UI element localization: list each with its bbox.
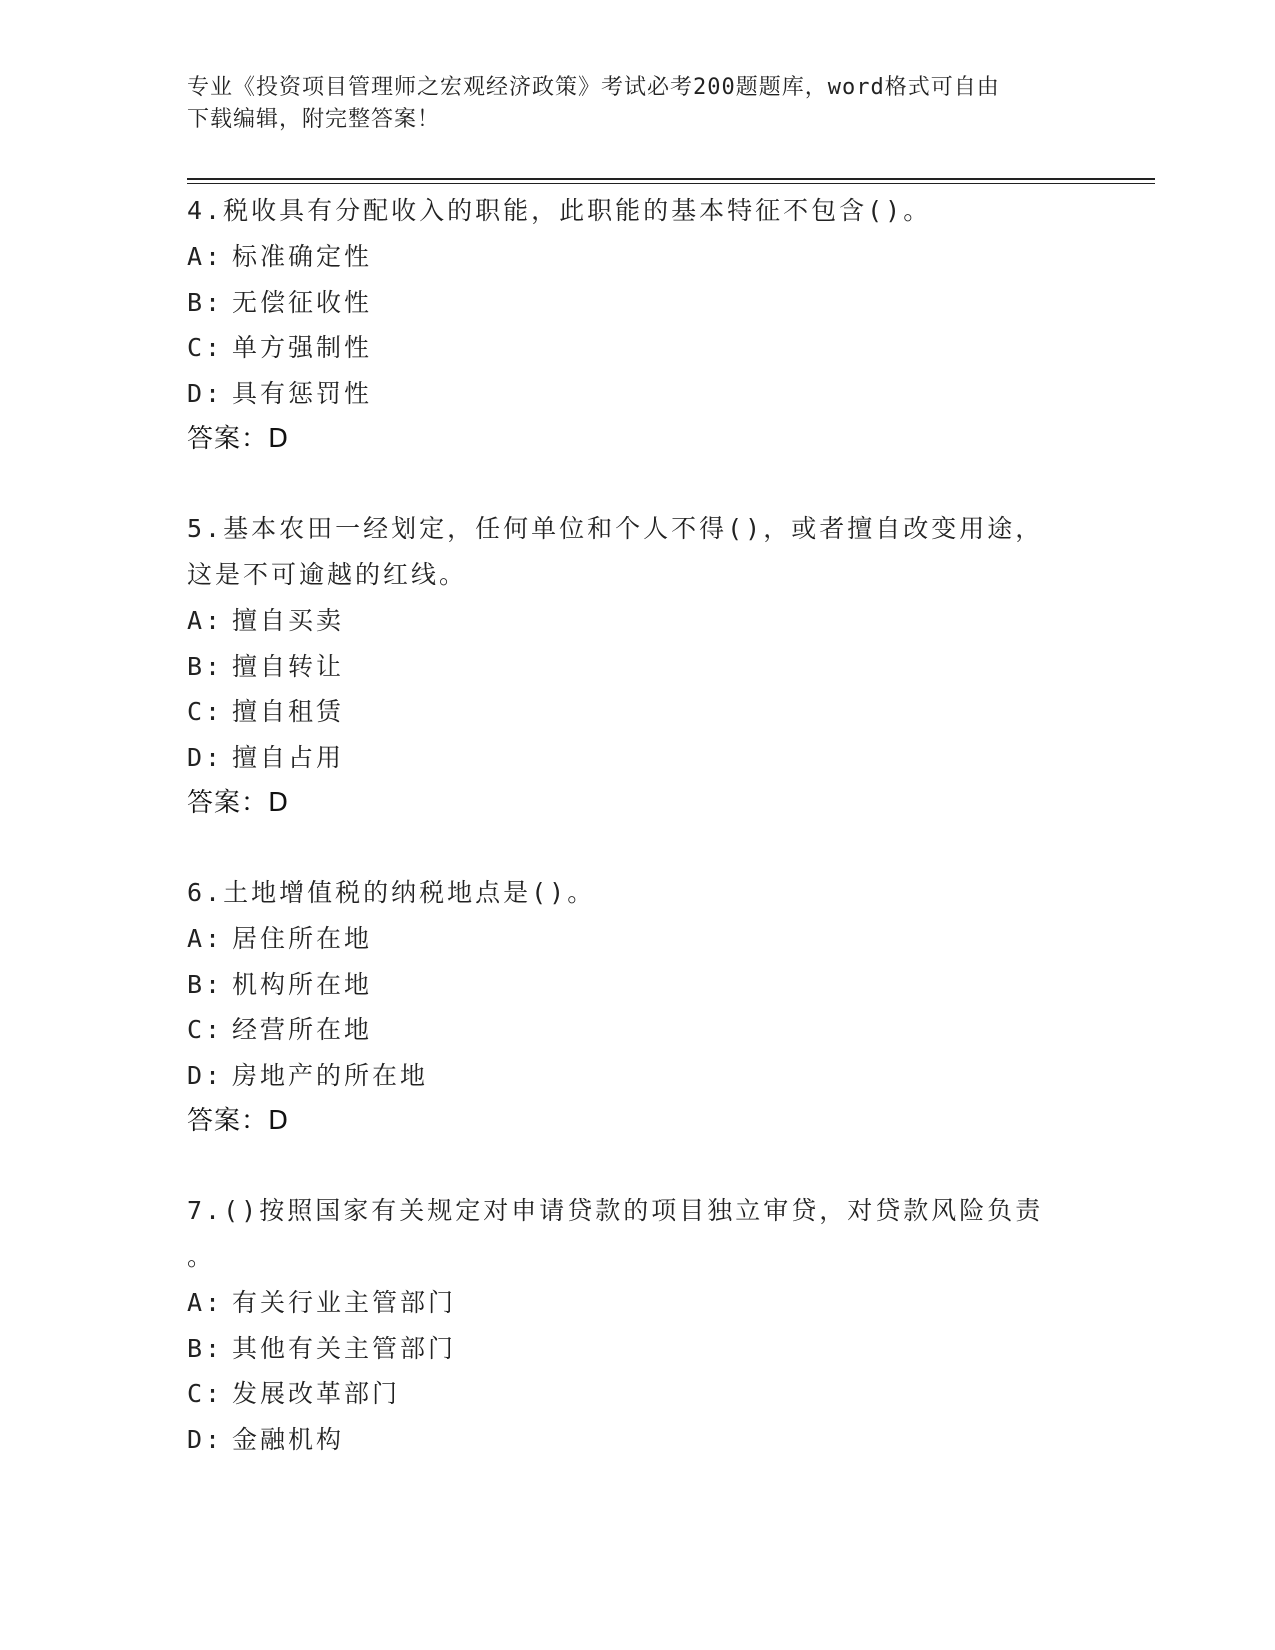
option-letter: C:: [187, 1379, 224, 1408]
question-text-continued: 这是不可逾越的红线。: [187, 560, 468, 589]
question-text: [187, 1188, 1067, 1234]
option-letter: C:: [187, 333, 224, 362]
header-line-1: 专业《投资项目管理师之宏观经济政策》考试必考200题题库，word格式可自由: [187, 75, 1000, 100]
question-6: [187, 870, 1067, 1144]
question-spacer: [187, 462, 1067, 506]
option-c: [187, 1371, 1067, 1417]
question-number: 7.: [187, 1196, 224, 1225]
option-letter: A:: [187, 1288, 224, 1317]
question-line: ()按照国家有关规定对申请贷款的项目独立审贷，对贷款风险负责: [223, 1196, 1044, 1225]
option-text: 有关行业主管部门: [232, 1288, 457, 1317]
option-d: [187, 1053, 1067, 1099]
option-a: [187, 234, 1067, 280]
option-letter: A:: [187, 924, 224, 953]
option-b: [187, 644, 1067, 690]
option-text: 擅自租赁: [232, 697, 345, 726]
option-letter: B:: [187, 651, 224, 681]
option-text: 无偿征收性: [232, 287, 373, 317]
question-list: [187, 188, 1067, 1462]
option-letter: D:: [187, 1424, 224, 1454]
question-text: [187, 870, 1067, 916]
option-letter: B:: [187, 287, 224, 317]
question-5: [187, 506, 1067, 826]
document-header: [187, 72, 1067, 136]
question-text-continued: 。: [187, 1242, 216, 1271]
question-text: [187, 506, 1067, 552]
option-text: 金融机构: [232, 1424, 345, 1454]
option-text: 擅自转让: [232, 651, 345, 681]
option-text: 擅自买卖: [232, 606, 345, 635]
option-a: [187, 916, 1067, 962]
answer-line: 答案：D: [187, 424, 290, 454]
option-text: 单方强制性: [232, 333, 373, 362]
option-d: [187, 371, 1067, 417]
question-number: 4.: [187, 196, 224, 225]
option-text: 具有惩罚性: [232, 378, 373, 408]
question-7: [187, 1188, 1067, 1462]
option-text: 其他有关主管部门: [232, 1333, 457, 1363]
answer-line: 答案：D: [187, 788, 290, 818]
option-b: [187, 962, 1067, 1008]
question-spacer: [187, 826, 1067, 870]
option-letter: D:: [187, 742, 224, 772]
option-a: [187, 598, 1067, 644]
question-line: 税收具有分配收入的职能，此职能的基本特征不包含()。: [223, 196, 932, 225]
option-text: 发展改革部门: [232, 1379, 401, 1408]
option-c: [187, 1007, 1067, 1053]
question-4: [187, 188, 1067, 462]
option-c: [187, 689, 1067, 735]
option-letter: C:: [187, 697, 224, 726]
option-letter: D:: [187, 378, 224, 408]
option-b: [187, 1326, 1067, 1372]
option-text: 房地产的所在地: [232, 1060, 429, 1090]
question-number: 5.: [187, 514, 224, 543]
option-letter: A:: [187, 242, 224, 271]
option-text: 经营所在地: [232, 1015, 373, 1044]
question-number: 6.: [187, 878, 224, 907]
option-letter: C:: [187, 1015, 224, 1044]
header-divider-thin: [187, 183, 1155, 184]
answer-line: 答案：D: [187, 1106, 290, 1136]
option-text: 标准确定性: [232, 242, 373, 271]
option-b: [187, 280, 1067, 326]
option-letter: B:: [187, 969, 224, 999]
option-text: 擅自占用: [232, 742, 345, 772]
option-d: [187, 1417, 1067, 1463]
option-text: 机构所在地: [232, 969, 373, 999]
option-d: [187, 735, 1067, 781]
header-divider-thick: [187, 178, 1155, 180]
option-letter: A:: [187, 606, 224, 635]
question-line: 土地增值税的纳税地点是()。: [223, 878, 596, 907]
option-text: 居住所在地: [232, 924, 373, 953]
option-letter: D:: [187, 1060, 224, 1090]
option-a: [187, 1280, 1067, 1326]
question-spacer: [187, 1144, 1067, 1188]
option-c: [187, 325, 1067, 371]
header-line-2: 下载编辑，附完整答案！: [187, 107, 441, 132]
option-letter: B:: [187, 1333, 224, 1363]
question-line: 基本农田一经划定，任何单位和个人不得()，或者擅自改变用途，: [223, 514, 1044, 543]
question-text: [187, 188, 1067, 234]
